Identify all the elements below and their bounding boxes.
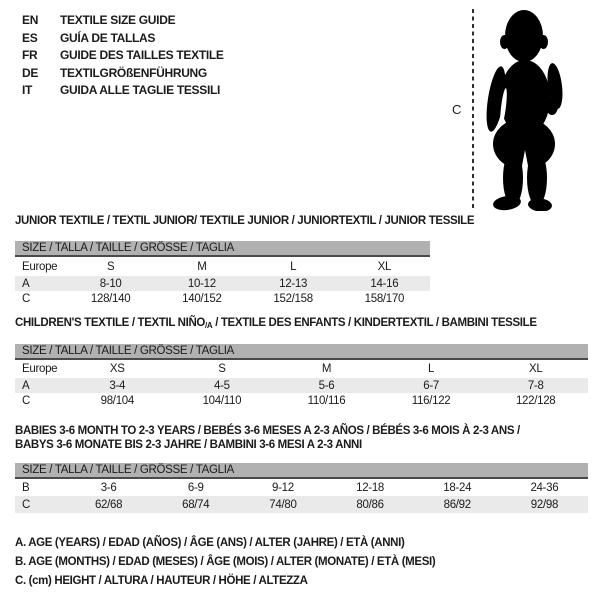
table-row bbox=[15, 496, 588, 513]
language-code: FR bbox=[22, 48, 38, 62]
size-cell: M bbox=[321, 363, 332, 375]
size-cell: 158/170 bbox=[364, 293, 405, 305]
language-row-en bbox=[22, 13, 224, 31]
size-cell: 116/122 bbox=[411, 395, 451, 407]
row-label: C bbox=[22, 498, 31, 511]
table-size-header: SIZE / TALLA / TAILLE / GRÖSSE / TAGLIA bbox=[15, 241, 430, 257]
row-label: Europe bbox=[22, 363, 58, 375]
title-text: CHILDREN'S TEXTILE / TEXTIL NIÑO bbox=[15, 317, 206, 329]
title-subscript: /A bbox=[205, 321, 213, 330]
size-cell: M bbox=[197, 260, 207, 273]
footnote-a: A. AGE (YEARS) / EDAD (AÑOS) / ÂGE (ANS) / ALTER (JAHRE) / ETÀ (ANNI) bbox=[15, 537, 405, 549]
row-label: A bbox=[22, 379, 30, 392]
size-cell: 9-12 bbox=[271, 481, 294, 494]
table-row bbox=[15, 360, 588, 378]
language-code: EN bbox=[22, 13, 39, 27]
row-label: B bbox=[22, 481, 30, 494]
size-cell: S bbox=[106, 260, 115, 273]
language-code: ES bbox=[22, 30, 38, 45]
table-children bbox=[15, 344, 588, 409]
row-label: C bbox=[22, 293, 31, 305]
size-cell: 14-16 bbox=[370, 277, 399, 290]
section-title-babies bbox=[15, 424, 520, 452]
title-line-1: BABIES 3-6 MONTH TO 2-3 YEARS / BEBÉS 3-6 MESES A 2-3 AÑOS / BÉBÉS 3-6 MOIS À 2-3 ANS / bbox=[15, 425, 520, 437]
height-measure-label: C bbox=[452, 102, 462, 117]
size-cell: L bbox=[290, 260, 297, 273]
row-label: Europe bbox=[22, 260, 58, 273]
size-cell: 152/158 bbox=[273, 293, 313, 305]
size-cell: 122/128 bbox=[515, 395, 556, 407]
size-cell: 68/74 bbox=[182, 498, 210, 511]
size-cell: 4-5 bbox=[214, 379, 230, 392]
language-title: GUIDE DES TAILLES TEXTILE bbox=[60, 48, 224, 62]
language-list bbox=[22, 13, 224, 101]
baby-silhouette bbox=[480, 6, 580, 211]
section-title-junior: JUNIOR TEXTILE / TEXTIL JUNIOR/ TEXTILE JUNIOR / JUNIORTEXTIL / JUNIOR TESSILE bbox=[15, 215, 475, 227]
table-size-header: SIZE / TALLA / TAILLE / GRÖSSE / TAGLIA bbox=[15, 344, 588, 360]
height-measure-line bbox=[472, 9, 474, 208]
size-cell: 62/68 bbox=[94, 498, 123, 511]
size-cell: 80/86 bbox=[356, 498, 384, 511]
size-cell: 10-12 bbox=[187, 277, 216, 290]
title-line-2: BABYS 3-6 MONATE BIS 2-3 JAHRE / BAMBINI 3-6 MESI A 2-3 ANNI bbox=[15, 439, 362, 451]
language-title: TEXTILE SIZE GUIDE bbox=[60, 13, 176, 27]
table-row bbox=[15, 276, 430, 291]
language-code: IT bbox=[22, 83, 33, 97]
size-cell: 104/110 bbox=[202, 395, 242, 407]
size-cell: 5-6 bbox=[318, 379, 335, 392]
table-row bbox=[15, 378, 588, 393]
footnotes bbox=[15, 534, 435, 591]
table-size-header: SIZE / TALLA / TAILLE / GRÖSSE / TAGLIA bbox=[15, 463, 588, 479]
size-cell: 24-36 bbox=[530, 481, 559, 494]
size-cell: 140/152 bbox=[182, 293, 222, 305]
size-cell: 7-8 bbox=[527, 379, 544, 392]
size-cell: XL bbox=[377, 260, 392, 273]
size-cell: 128/140 bbox=[90, 293, 131, 305]
size-cell: 86/92 bbox=[443, 498, 471, 511]
size-cell: 74/80 bbox=[269, 498, 297, 511]
section-title-children bbox=[15, 317, 537, 330]
size-cell: 6-9 bbox=[187, 481, 204, 494]
language-title: GUÍA DE TALLAS bbox=[60, 30, 156, 45]
language-title: GUIDA ALLE TAGLIE TESSILI bbox=[60, 83, 221, 97]
size-cell: 3-4 bbox=[109, 379, 126, 392]
size-cell: 110/116 bbox=[307, 395, 346, 407]
language-row-es bbox=[22, 31, 224, 49]
footnote-c: C. (cm) HEIGHT / ALTURA / HAUTEUR / HÖHE / ALTEZZA bbox=[15, 575, 308, 587]
language-row-fr bbox=[22, 48, 224, 66]
language-code: DE bbox=[22, 65, 39, 80]
title-text: / TEXTILE DES ENFANTS / KINDERTEXTIL / BAMBINI TESSILE bbox=[212, 317, 537, 329]
table-row bbox=[15, 393, 588, 409]
size-cell: 18-24 bbox=[443, 481, 472, 494]
language-row-it bbox=[22, 83, 224, 101]
size-cell: XL bbox=[528, 363, 543, 375]
size-cell: L bbox=[428, 363, 435, 375]
language-title: TEXTILGRÖßENFÜHRUNG bbox=[60, 65, 207, 80]
row-label: C bbox=[22, 395, 31, 407]
table-row bbox=[15, 291, 430, 307]
table-row bbox=[15, 257, 430, 276]
language-row-de bbox=[22, 66, 224, 84]
size-cell: 3-6 bbox=[100, 481, 117, 494]
table-junior bbox=[15, 241, 430, 307]
table-row bbox=[15, 479, 588, 496]
size-cell: S bbox=[218, 363, 226, 375]
size-cell: XS bbox=[109, 363, 125, 375]
size-cell: 98/104 bbox=[100, 395, 134, 407]
table-babies bbox=[15, 463, 588, 513]
size-cell: 92/98 bbox=[530, 498, 559, 511]
size-cell: 12-13 bbox=[279, 277, 308, 290]
size-cell: 6-7 bbox=[423, 379, 439, 392]
footnote-b: B. AGE (MONTHS) / EDAD (MESES) / ÂGE (MOIS) / ALTER (MONATE) / ETÀ (MESI) bbox=[15, 556, 436, 568]
row-label: A bbox=[22, 277, 30, 290]
size-cell: 8-10 bbox=[99, 277, 122, 290]
size-cell: 12-18 bbox=[356, 481, 385, 494]
